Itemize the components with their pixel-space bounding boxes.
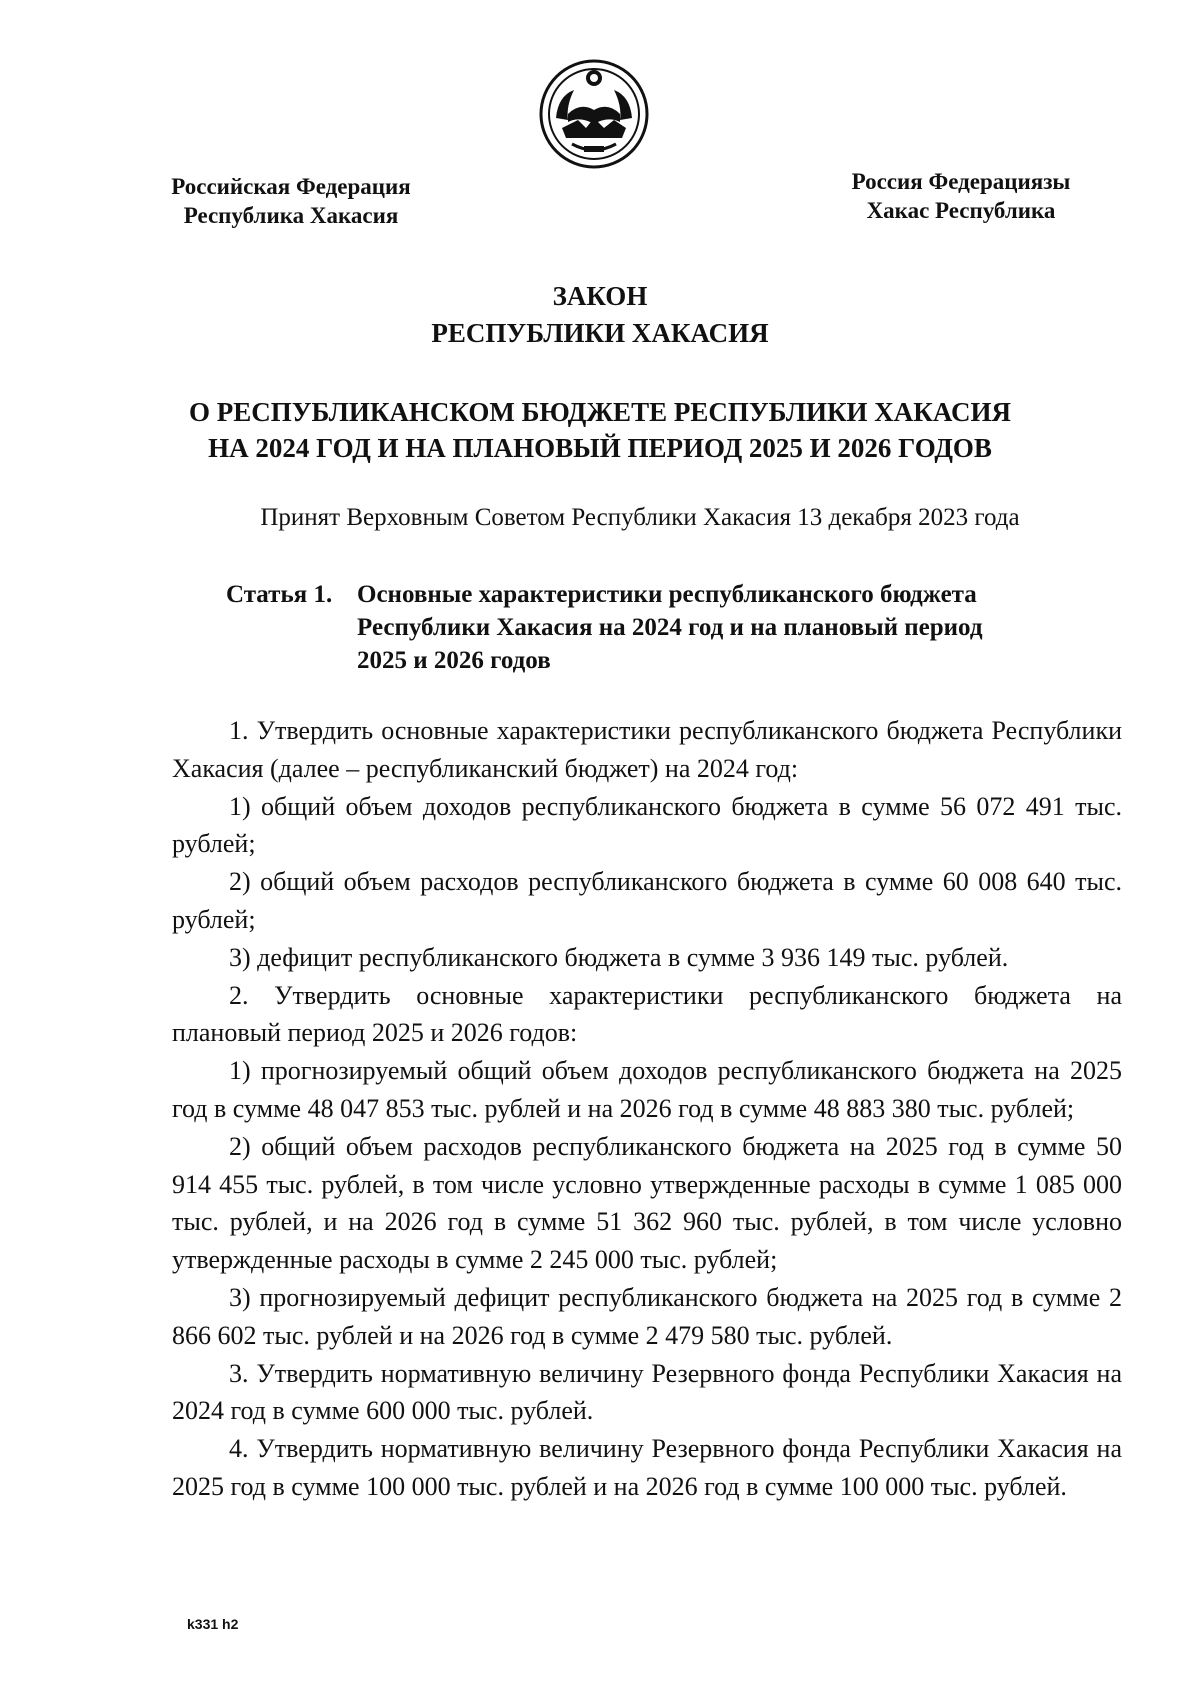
law-title-line1: ЗАКОН xyxy=(552,281,648,311)
law-title-line2: РЕСПУБЛИКИ ХАКАСИЯ xyxy=(431,318,769,348)
header-left-line1: Российская Федерация xyxy=(171,174,411,199)
article-label: Статья 1. xyxy=(226,581,333,608)
header-right xyxy=(830,167,1092,225)
header-right-line1: Россия Федерациязы xyxy=(851,169,1071,194)
paragraph: 4. Утвердить нормативную величину Резервного фонда Республики Хакасия на 2025 год в сумме 100 000 тыс. рублей и на 2026 год в сумме 100 000 тыс. рублей. xyxy=(172,1434,1122,1501)
header-left xyxy=(150,172,432,230)
paragraph: 2) общий объем расходов республиканского бюджета в сумме 60 008 640 тыс. рублей; xyxy=(172,867,1122,934)
header-right-line2: Хакас Республика xyxy=(866,198,1056,223)
paragraph: 2. Утвердить основные характеристики республиканского бюджета на плановый период 2025 и 2026 годов: xyxy=(172,980,1122,1048)
article-body xyxy=(172,712,1122,1506)
paragraph: 3) прогнозируемый дефицит республиканского бюджета на 2025 год в сумме 2 866 602 тыс. рублей и на 2026 год в сумме 2 479 580 тыс. рублей. xyxy=(172,1282,1122,1350)
law-subject xyxy=(140,394,1060,466)
paragraph: 3) дефицит республиканского бюджета в сумме 3 936 149 тыс. рублей. xyxy=(229,942,1009,972)
header-left-line2: Республика Хакасия xyxy=(183,203,399,228)
adoption-note: Принят Верховным Советом Республики Хакасия 13 декабря 2023 года xyxy=(260,504,1020,531)
footer-code: k331 h2 xyxy=(187,1616,239,1632)
law-subject-line2: НА 2024 ГОД И НА ПЛАНОВЫЙ ПЕРИОД 2025 И 2026 ГОДОВ xyxy=(208,433,992,463)
paragraph: 1) прогнозируемый общий объем доходов республиканского бюджета на 2025 год в сумме 48 047 853 тыс. рублей и на 2026 год в сумме 48 883 380 тыс. рублей; xyxy=(172,1056,1122,1123)
coat-of-arms-icon xyxy=(538,58,650,170)
law-title xyxy=(200,278,1000,352)
paragraph: 2) общий объем расходов республиканского бюджета на 2025 год в сумме 50 914 455 тыс. рублей, в том числе условно утвержденные расходы в сумме 1 085 000 тыс. рублей, и на 2026 год в сумме 51 362 960 тыс. рублей, в том числе условно утвержденные расходы в сумме 2 245 000 тыс. рублей; xyxy=(172,1131,1122,1275)
article-title: Основные характеристики республиканского бюджета Республики Хакасия на 2024 год и на плановый период 2025 и 2026 годов xyxy=(357,581,983,674)
paragraph: 1) общий объем доходов республиканского бюджета в сумме 56 072 491 тыс. рублей; xyxy=(172,791,1122,859)
paragraph: 1. Утвердить основные характеристики республиканского бюджета Республики Хакасия (далее – республиканский бюджет) на 2024 год: xyxy=(172,716,1122,783)
paragraph: 3. Утвердить нормативную величину Резервного фонда Республики Хакасия на 2024 год в сумме 600 000 тыс. рублей. xyxy=(172,1358,1122,1426)
law-subject-line1: О РЕСПУБЛИКАНСКОМ БЮДЖЕТЕ РЕСПУБЛИКИ ХАКАСИЯ xyxy=(188,397,1012,427)
